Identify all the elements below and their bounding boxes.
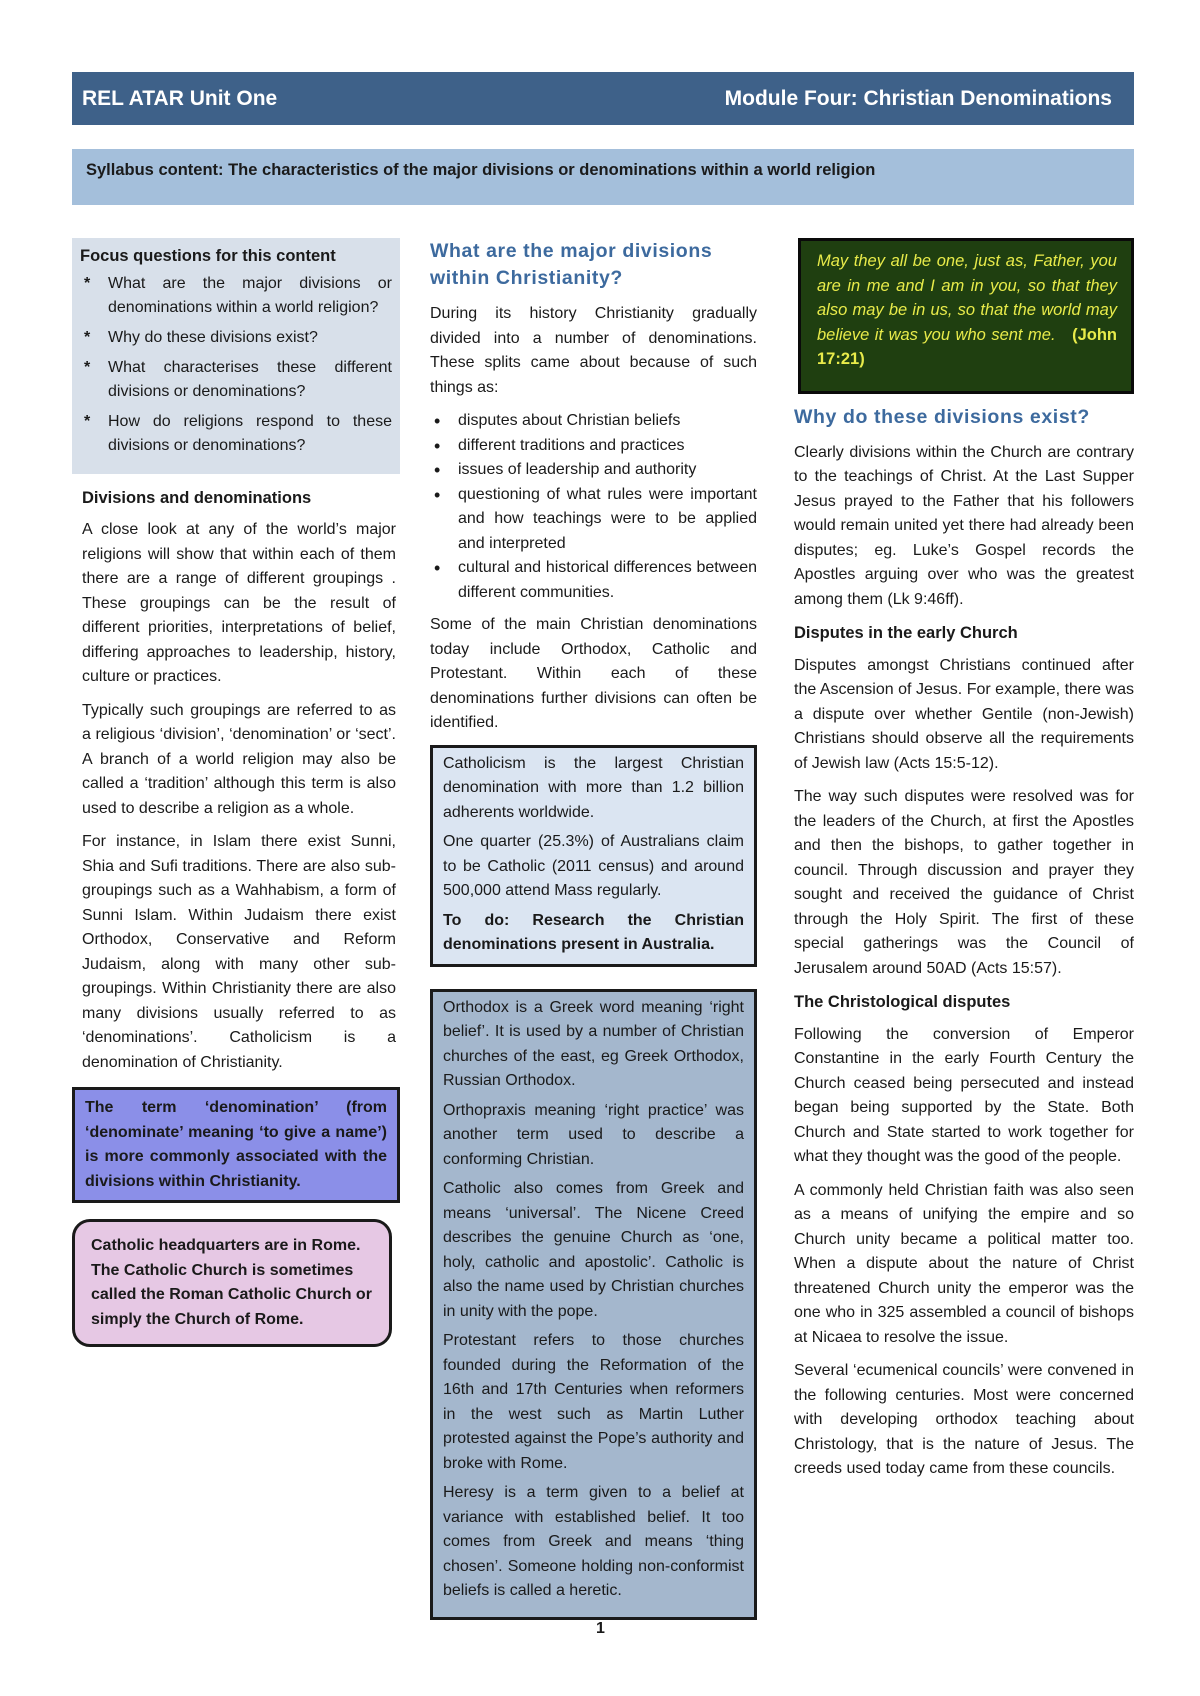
causes-item: • disputes about Christian beliefs: [430, 409, 757, 434]
focus-questions-box: [72, 238, 400, 474]
right-paragraph: Several ‘ecumenical councils’ were convened in the following centuries. Most were concerned with developing orthodox teaching about Christology, that is the nature of Jesus. The creeds used today came from these councils.: [794, 1362, 1134, 1477]
page-number: 1: [596, 1620, 605, 1637]
major-divisions-heading: What are the major divisions within Christianity?: [430, 240, 713, 289]
quote-text: May they all be one, just as, Father, you are in me and I am in you, so that they also may be in us, so that the world may believe it was you who sent me.: [817, 252, 1117, 344]
causes-item: • different traditions and practices: [430, 434, 757, 459]
left-paragraph: Typically such groupings are referred to as a religious ‘division’, ‘denomination’ or ‘sect’. A branch of a world religion may also be called a ‘tradition’ although this term is also used to describe a religion as a whole.: [82, 701, 396, 817]
divisions-heading: Divisions and denominations: [82, 488, 312, 507]
terms-box: [430, 989, 757, 1620]
scripture-quote: [817, 249, 1117, 372]
catholicism-box: [430, 745, 757, 967]
right-paragraph: Clearly divisions within the Church are contrary to the teachings of Christ. At the Last Supper Jesus prayed to the Father that his followers would remain united yet there had already been disputes; eg. Luke’s Gospel records the Apostles arguing over who was the greatest among them (Lk 9:46ff).: [794, 443, 1134, 608]
middle-column: [430, 238, 757, 1620]
term-paragraph: Orthodox is a Greek word meaning ‘right belief’. It is used by a number of Christian churches of the east, eg Greek Orthodox, Russian Orthodox.: [443, 998, 744, 1089]
left-column: [72, 238, 400, 1347]
causes-item: • questioning of what rules were important and how teachings were to be applied and interpreted: [430, 483, 757, 557]
early-church-heading: Disputes in the early Church: [794, 624, 1018, 642]
focus-list: [80, 272, 392, 458]
scripture-quote-box: [798, 238, 1134, 394]
denomination-note: The term ‘denomination’ (from ‘denominate’ meaning ‘to give a name’) is more commonly associated with the divisions within Christianity.: [85, 1099, 387, 1190]
right-paragraph: A commonly held Christian faith was also seen as a means of unifying the empire and so Church unity became a political matter too. When a dispute about the nature of Christ threatened Church unity the emperor was the one who in 325 assembled a council of bishops at Nicaea to resolve the issue.: [794, 1181, 1134, 1346]
right-paragraph: Disputes amongst Christians continued after the Ascension of Jesus. For example, there was a dispute over whether Gentile (non-Jewish) Christians should observe all the requirements of Jewish law (Acts 15:5-12).: [794, 656, 1134, 772]
causes-item: • issues of leadership and authority: [430, 458, 757, 483]
module-title: Module Four: Christian Denominations: [724, 86, 1112, 110]
catholicism-fact: One quarter (25.3%) of Australians claim to be Catholic (2011 census) and around 500,000 attend Mass regularly.: [443, 833, 744, 899]
left-text: [72, 486, 400, 1076]
why-divisions-heading: Why do these divisions exist?: [794, 405, 1090, 428]
quote-reference: (John 17:21): [817, 325, 1117, 368]
todo-note: To do: Research the Christian denominations present in Australia.: [443, 911, 744, 953]
unit-title: REL ATAR Unit One: [82, 86, 278, 110]
term-paragraph: Heresy is a term given to a belief at variance with established belief. It too comes from Greek and means ‘thing chosen’. Someone holding non-conformist beliefs is called a heretic.: [443, 1484, 744, 1599]
catholic-hq-note: Catholic headquarters are in Rome. The Catholic Church is sometimes called the Roman Catholic Church or simply the Church of Rome.: [91, 1237, 372, 1328]
term-paragraph: Orthopraxis meaning ‘right practice’ was another term used to describe a conforming Christian.: [443, 1101, 744, 1168]
right-paragraph: The way such disputes were resolved was for the leaders of the Church, at first the Apostles and then the bishops, to gather together in council. Through discussion and prayer they sought and received the guidance of Christ through the Holy Spirit. The first of these special gatherings was the Council of Jerusalem around 50AD (Acts 15:57).: [794, 788, 1134, 977]
causes-list: [430, 409, 757, 605]
right-column: [794, 238, 1134, 1491]
focus-item: * How do religions respond to these divisions or denominations?: [80, 410, 392, 458]
causes-item: • cultural and historical differences between different communities.: [430, 556, 757, 605]
term-paragraph: Catholic also comes from Greek and means ‘universal’. The Nicene Creed describes the genuine Church as ‘one, holy, catholic and apostolic’. Catholic is also the name used by Christian churches in unity with the pope.: [443, 1180, 744, 1320]
left-paragraph: A close look at any of the world’s major religions will show that within each of them there are a range of different groupings . These groupings can be the result of different priorities, interpretations of belief, differing approaches to leadership, history, culture or practices.: [82, 521, 396, 685]
focus-item: * What characterises these different divisions or denominations?: [80, 356, 392, 404]
left-paragraph: For instance, in Islam there exist Sunni, Shia and Sufi traditions. There are also sub-groupings such as a Wahhabism, a form of Sunni Islam. Within Judaism there exist Orthodox, Conservative and Reform Judaism, along with many other sub-groupings. Within Christianity there are also many divisions usually referred to as ‘denominations’. Catholicism is a denomination of Christianity.: [82, 833, 396, 1071]
catholic-hq-box: [72, 1219, 392, 1347]
middle-paragraph: Some of the main Christian denominations today include Orthodox, Catholic and Protestant. Within each of these denominations further divisions can often be identified.: [430, 616, 757, 731]
syllabus-text: Syllabus content: The characteristics of the major divisions or denominations within a world religion: [86, 161, 876, 179]
right-paragraph: Following the conversion of Emperor Constantine in the early Fourth Century the Church ceased being persecuted and instead began being supported by the State. Both Church and State started to work together for what they thought was the good of the people.: [794, 1025, 1134, 1165]
focus-title: Focus questions for this content: [80, 247, 336, 265]
focus-item: * What are the major divisions or denominations within a world religion?: [80, 272, 392, 320]
middle-intro: During its history Christianity gradually divided into a number of denominations. These splits came about because of such things as:: [430, 305, 757, 396]
focus-item: * Why do these divisions exist?: [80, 326, 392, 350]
syllabus-bar: [72, 149, 1134, 205]
header-bar: [72, 72, 1134, 125]
catholicism-fact: Catholicism is the largest Christian denomination with more than 1.2 billion adherents worldwide.: [443, 754, 744, 821]
denomination-note-box: [72, 1087, 400, 1203]
christological-heading: The Christological disputes: [794, 993, 1011, 1011]
term-paragraph: Protestant refers to those churches founded during the Reformation of the 16th and 17th Centuries when reformers in the west such as Martin Luther protested against the Pope’s authority and broke with Rome.: [443, 1332, 744, 1472]
